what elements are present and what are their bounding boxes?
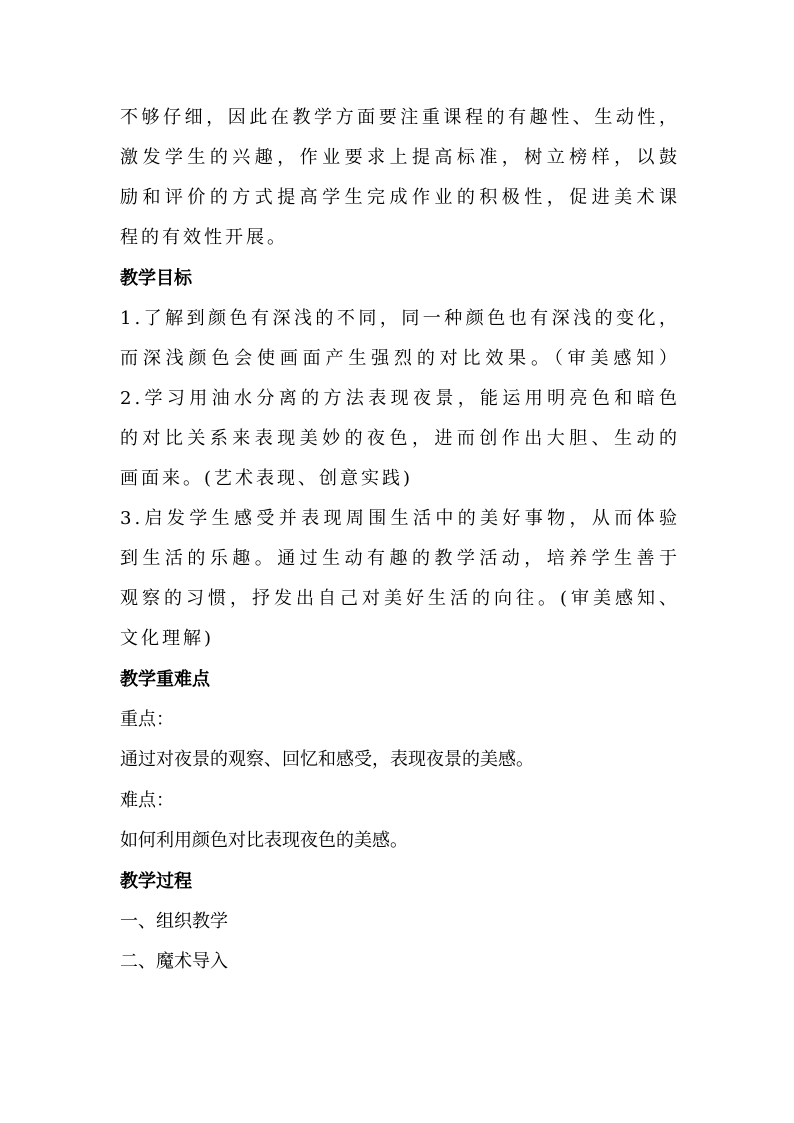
process-step-2: 二、魔术导入 [120,951,228,972]
objective-line-5: 画面来。(艺术表现、创意实践) [120,468,414,489]
key-point-label: 重点： [120,709,174,730]
objective-line-8: 观察的习惯，抒发出自己对美好生活的向往。(审美感知、 [120,588,680,609]
process-heading: 教学过程 [120,871,192,892]
objective-line-9: 文化理解) [120,628,215,649]
intro-line-3: 励和评价的方式提高学生完成作业的积极性，促进美术课 [120,187,680,208]
objective-line-4: 的对比关系来表现美妙的夜色，进而创作出大胆、生动的 [120,428,680,449]
process-step-1: 一、组织教学 [120,911,228,932]
difficult-point-label: 难点： [120,790,174,811]
objective-line-1: 1.了解到颜色有深浅的不同，同一种颜色也有深浅的变化， [120,308,680,329]
objective-line-3: 2.学习用油水分离的方法表现夜景，能运用明亮色和暗色 [120,388,680,409]
objective-line-7: 到生活的乐趣。通过生动有趣的教学活动，培养学生善于 [120,548,680,569]
difficult-point-text: 如何利用颜色对比表现夜色的美感。 [120,830,408,851]
intro-line-4: 程的有效性开展。 [120,227,288,248]
intro-line-2: 激发学生的兴趣，作业要求上提高标准，树立榜样，以鼓 [120,147,680,168]
objective-line-6: 3.启发学生感受并表现周围生活中的美好事物，从而体验 [120,508,680,529]
objective-line-2: 而深浅颜色会使画面产生强烈的对比效果。（审美感知） [120,348,680,369]
key-points-heading: 教学重难点 [120,669,210,690]
key-point-text: 通过对夜景的观察、回忆和感受，表现夜景的美感。 [120,749,534,770]
objectives-heading: 教学目标 [120,268,192,289]
intro-line-1: 不够仔细，因此在教学方面要注重课程的有趣性、生动性， [120,107,680,128]
